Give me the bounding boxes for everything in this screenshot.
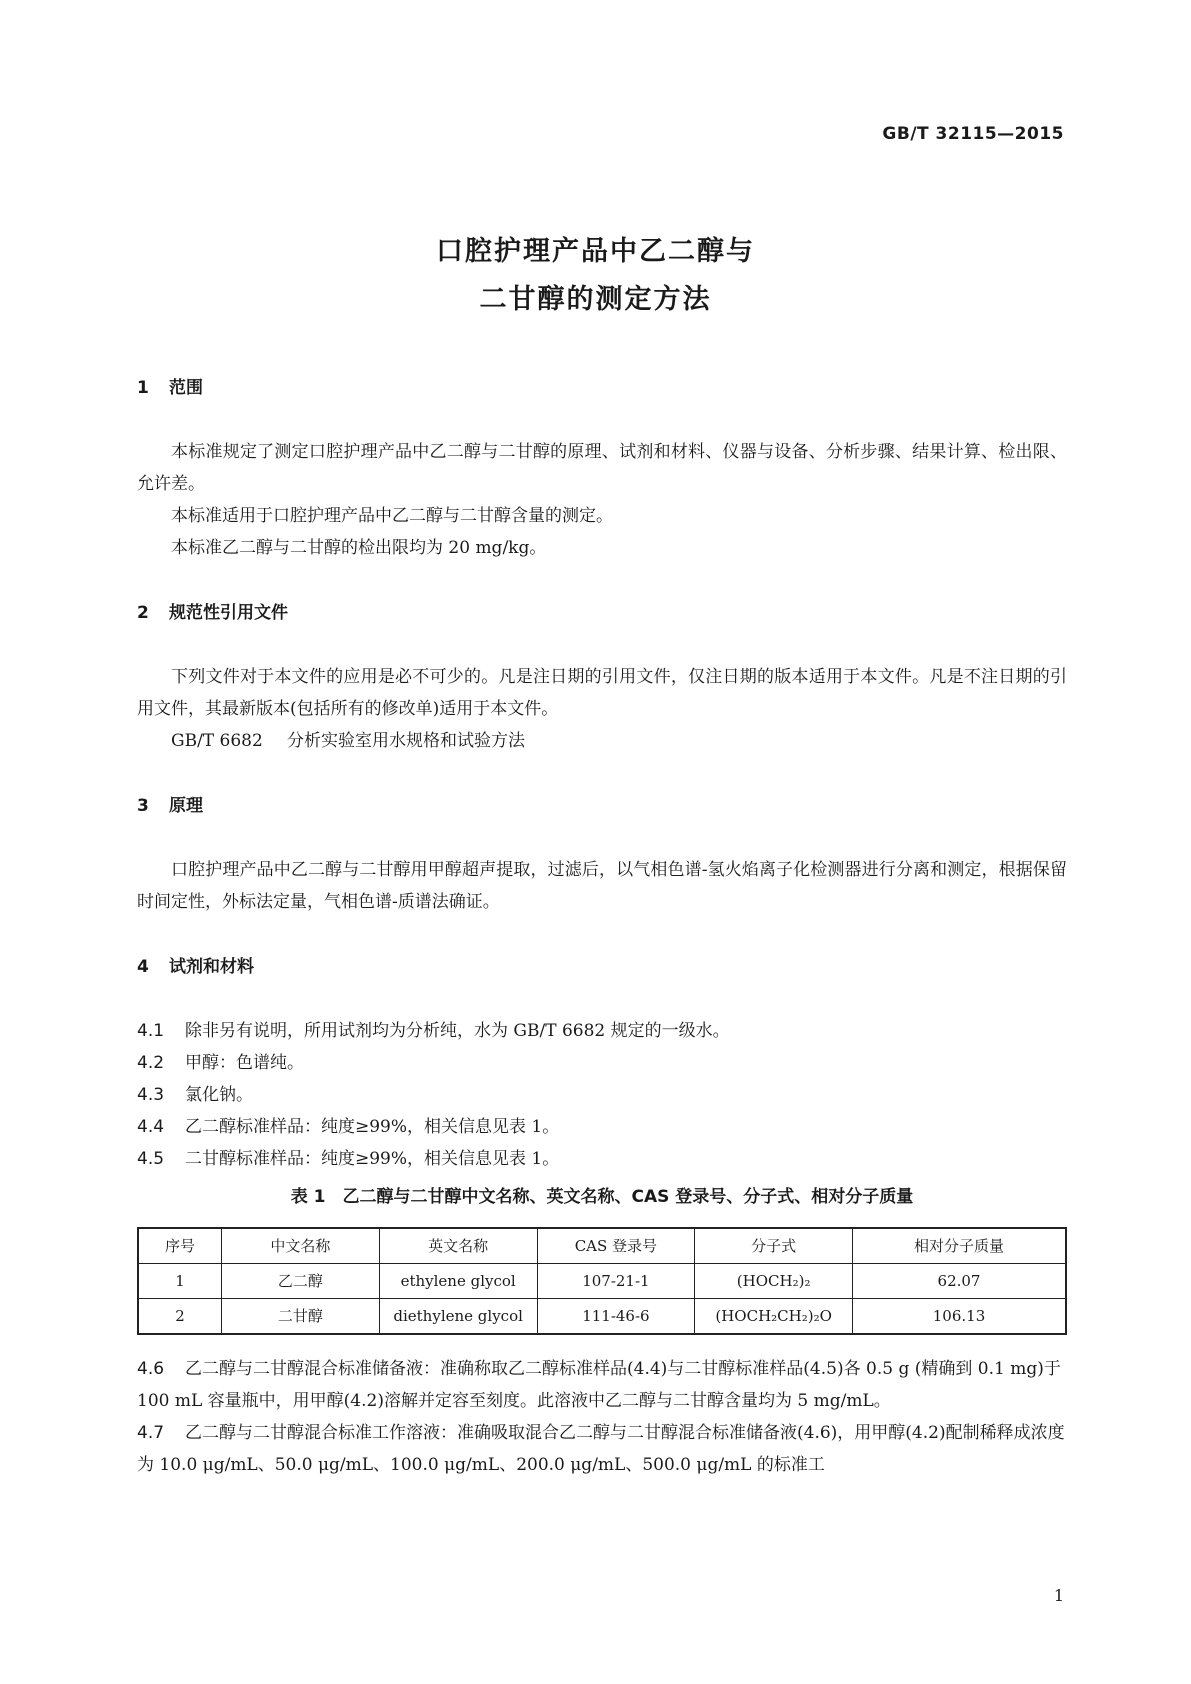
clause-4-4: [137, 1111, 1067, 1143]
clause-text: 乙二醇与二甘醇混合标准工作溶液：准确吸取混合乙二醇与二甘醇混合标准储备液(4.6)，用甲醇(4.2)配制稀释成浓度为 10.0 μg/mL、50.0 μg/mL、100.0 μg/mL、200.0 μg/mL、500.0 μg/mL 的标准工: [137, 1423, 1065, 1475]
clause-4-3: [137, 1079, 1067, 1111]
data-table: [137, 1227, 1067, 1335]
clause-text: 乙二醇与二甘醇混合标准储备液：准确称取乙二醇标准样品(4.4)与二甘醇标准样品(4.5)各 0.5 g (精确到 0.1 mg)于 100 mL 容量瓶中，用甲醇(4.2)溶解并定容至刻度。此溶液中乙二醇与二甘醇含量均为 5 mg/mL。: [137, 1359, 1061, 1411]
table-cell: diethylene glycol: [379, 1299, 537, 1335]
title-line-2: 二甘醇的测定方法: [479, 284, 712, 315]
table-cell: (HOCH₂CH₂)₂O: [695, 1299, 853, 1335]
reference-code: GB/T 6682: [171, 731, 263, 751]
clause-4-6: [137, 1353, 1067, 1417]
paragraph: 下列文件对于本文件的应用是必不可少的。凡是注日期的引用文件，仅注日期的版本适用于本文件。凡是不注日期的引用文件，其最新版本(包括所有的修改单)适用于本文件。: [137, 667, 1067, 719]
clause-4-1: [137, 1015, 1067, 1047]
table-cell: 107-21-1: [537, 1264, 695, 1299]
clause-number: 4.3: [137, 1085, 165, 1105]
clause-number: 4.1: [137, 1021, 165, 1041]
section-title: 原理: [169, 796, 203, 816]
table-row: [138, 1299, 1066, 1335]
clause-text: 甲醇：色谱纯。: [185, 1053, 304, 1073]
title-line-1: 口腔护理产品中乙二醇与: [436, 236, 755, 267]
table-header-row: [138, 1228, 1066, 1264]
clause-number: 4.4: [137, 1117, 165, 1137]
section-number: 2: [137, 603, 149, 623]
column-header: 中文名称: [222, 1228, 380, 1264]
clause-number: 4.2: [137, 1053, 165, 1073]
section-number: 3: [137, 796, 149, 816]
paragraph: 本标准乙二醇与二甘醇的检出限均为 20 mg/kg。: [171, 538, 547, 558]
table-cell: 乙二醇: [222, 1264, 380, 1299]
table-cell: 1: [138, 1264, 222, 1299]
document-body: [137, 372, 1067, 1481]
section-number: 4: [137, 957, 149, 977]
column-header: 序号: [138, 1228, 222, 1264]
clause-4-5: [137, 1143, 1067, 1175]
page-number: 1: [1053, 1586, 1064, 1605]
section-4-heading: [137, 951, 1067, 983]
clause-number: 4.6: [137, 1359, 165, 1379]
clause-text: 二甘醇标准样品：纯度≥99%，相关信息见表 1。: [185, 1149, 560, 1169]
normative-reference: [137, 725, 1067, 757]
table-cell: 111-46-6: [537, 1299, 695, 1335]
table-cell: (HOCH₂)₂: [695, 1264, 853, 1299]
column-header: 相对分子质量: [853, 1228, 1066, 1264]
standard-code: GB/T 32115—2015: [882, 124, 1064, 144]
clause-4-2: [137, 1047, 1067, 1079]
column-header: CAS 登录号: [537, 1228, 695, 1264]
table-cell: 2: [138, 1299, 222, 1335]
paragraph: 本标准规定了测定口腔护理产品中乙二醇与二甘醇的原理、试剂和材料、仪器与设备、分析步骤、结果计算、检出限、允许差。: [137, 442, 1067, 494]
column-header: 分子式: [695, 1228, 853, 1264]
table-row: [138, 1264, 1066, 1299]
table-cell: 106.13: [853, 1299, 1066, 1335]
section-1-heading: [137, 372, 1067, 404]
table-cell: ethylene glycol: [379, 1264, 537, 1299]
section-number: 1: [137, 378, 149, 398]
clause-number: 4.7: [137, 1423, 165, 1443]
clause-text: 乙二醇标准样品：纯度≥99%，相关信息见表 1。: [185, 1117, 560, 1137]
column-header: 英文名称: [379, 1228, 537, 1264]
clause-4-7: [137, 1417, 1067, 1481]
section-2-heading: [137, 597, 1067, 629]
table-cell: 二甘醇: [222, 1299, 380, 1335]
clause-number: 4.5: [137, 1149, 165, 1169]
section-title: 规范性引用文件: [169, 603, 288, 623]
table-caption: 表 1 乙二醇与二甘醇中文名称、英文名称、CAS 登录号、分子式、相对分子质量: [290, 1187, 914, 1207]
table-cell: 62.07: [853, 1264, 1066, 1299]
section-title: 试剂和材料: [169, 957, 254, 977]
section-title: 范围: [169, 378, 203, 398]
section-3-heading: [137, 790, 1067, 822]
paragraph: 本标准适用于口腔护理产品中乙二醇与二甘醇含量的测定。: [171, 506, 613, 526]
paragraph: 口腔护理产品中乙二醇与二甘醇用甲醇超声提取，过滤后，以气相色谱-氢火焰离子化检测器进行分离和测定，根据保留时间定性，外标法定量，气相色谱-质谱法确证。: [137, 860, 1067, 912]
reference-title: 分析实验室用水规格和试验方法: [287, 731, 525, 751]
document-title: [0, 228, 1191, 324]
clause-text: 氯化钠。: [185, 1085, 253, 1105]
clause-text: 除非另有说明，所用试剂均为分析纯，水为 GB/T 6682 规定的一级水。: [185, 1021, 730, 1041]
